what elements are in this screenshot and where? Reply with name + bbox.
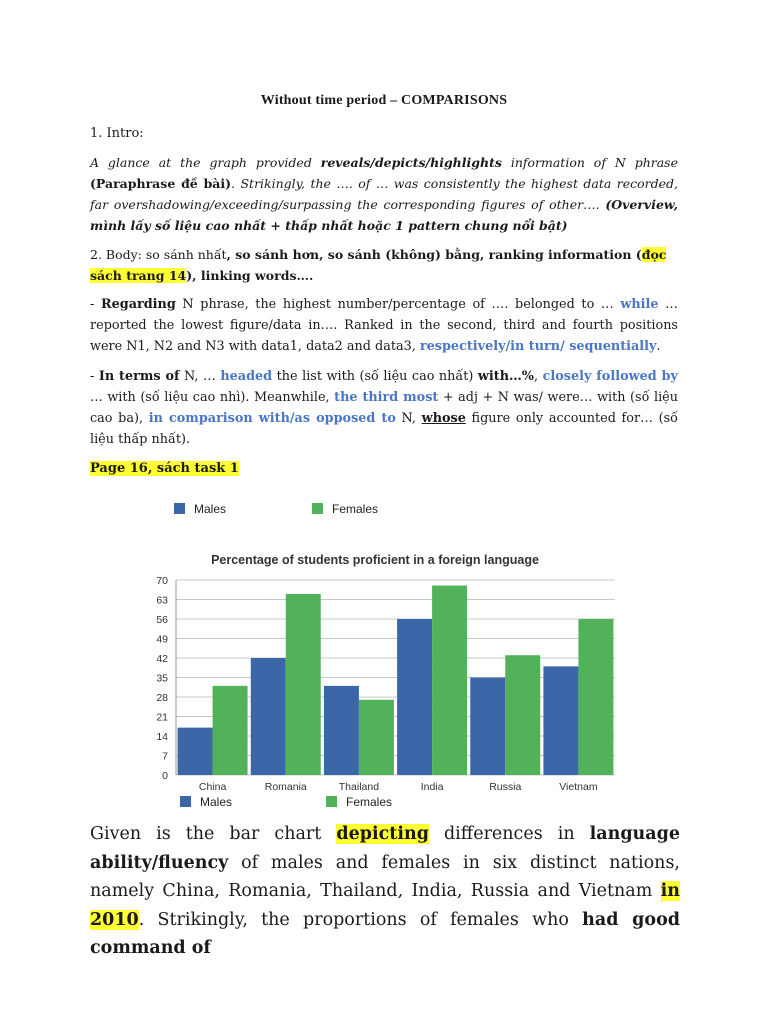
bar-males-russia — [470, 678, 505, 776]
text: … with (số liệu cao nhì). Meanwhile, — [90, 390, 335, 405]
page-reference — [90, 458, 678, 479]
keyword-headed: headed — [220, 369, 273, 384]
text: of males and females in six distinct nations, namely China, Romania, Thailand, India, Russia and Vietnam — [90, 852, 680, 901]
page-title: Without time period – COMPARISONS — [260, 93, 508, 108]
bar-females-russia — [505, 655, 540, 775]
legend-label-males: Males — [200, 795, 233, 809]
y-tick-label: 0 — [162, 770, 168, 782]
legend-top — [174, 502, 378, 516]
y-tick-label: 21 — [156, 711, 168, 724]
keyword-whose: whose — [421, 411, 466, 426]
legend-swatch-females — [312, 503, 323, 514]
x-tick-label: Thailand — [338, 781, 380, 793]
legend-swatch-males — [180, 796, 191, 807]
bar-males-india — [397, 619, 432, 775]
intro-paraphrase-note: (Paraphrase đề bài) — [90, 176, 232, 191]
x-tick-label: Russia — [489, 781, 522, 793]
legend-bottom — [180, 795, 392, 809]
y-tick-label: 63 — [156, 594, 168, 607]
y-tick-label: 35 — [156, 672, 168, 685]
text: . Strikingly, the proportions of females who — [138, 909, 583, 930]
bar-females-vietnam — [578, 619, 613, 775]
y-tick-label: 49 — [156, 633, 168, 646]
chart-title: Percentage of students proficient in a foreign language — [211, 553, 539, 567]
y-tick-label: 56 — [156, 614, 168, 626]
intro-text: . Strikingly, the …. of … was consistently the highest data recorded, far overshadowing/exceeding/surpassing the corresponding figures of other…. — [90, 176, 678, 212]
x-tick-label: India — [420, 781, 444, 793]
keyword-respectively: respectively/in turn/ sequentially — [419, 339, 657, 354]
text: + adj + N was/ were… with (số liệu cao ba), — [90, 390, 678, 426]
text: - — [90, 297, 101, 312]
legend-label-males: Males — [194, 502, 227, 516]
x-tick-label: China — [198, 781, 227, 793]
keyword-closely-followed-by: closely followed by — [542, 369, 678, 384]
body-heading-text: ), linking words…. — [186, 268, 314, 283]
keyword-in-terms-of: In terms of — [98, 369, 180, 384]
x-tick-label: Romania — [264, 781, 307, 793]
text: - — [90, 369, 99, 384]
intro-text: A glance at the graph provided — [90, 155, 321, 170]
bar-chart-svg — [140, 492, 622, 812]
keyword-language-ability: language ability/fluency — [90, 824, 680, 873]
text: figure only accounted for… (số liệu thấp nhất). — [90, 411, 678, 447]
text: the list with (số liệu cao nhất) — [272, 369, 478, 384]
text: differences in — [428, 824, 590, 844]
legend-label-females: Females — [332, 502, 379, 516]
body-heading-highlight: đọc sách trang 14 — [90, 247, 667, 283]
x-axis-labels — [199, 781, 598, 793]
text: … reported the lowest figure/data in…. Ranked in the second, third and fourth positions were N1, N2 and N3 with data1, data2 and data3, — [90, 297, 678, 354]
bar-females-romania — [286, 594, 321, 775]
y-tick-label: 28 — [156, 692, 168, 704]
bar-chart — [140, 492, 622, 812]
text: N, … — [179, 369, 221, 384]
y-tick-label: 70 — [156, 575, 168, 587]
keyword-with-percent: with…% — [477, 369, 534, 384]
intro-paragraph — [90, 152, 678, 236]
bar-males-china — [178, 728, 213, 775]
intro-heading: 1. Intro: — [90, 126, 144, 141]
body-paragraph-regarding — [90, 294, 678, 357]
body-heading-text: 2. Body: so sánh nhất — [90, 247, 227, 262]
page-reference-text: Page 16, sách task 1 — [90, 461, 239, 476]
bars-layer — [178, 586, 614, 775]
text: , — [533, 369, 543, 384]
keyword-while: while — [620, 297, 659, 312]
bar-males-romania — [251, 658, 286, 775]
bar-females-thailand — [359, 700, 394, 775]
legend-label-females: Females — [346, 795, 393, 809]
highlight-depicting: depicting — [336, 824, 429, 844]
y-tick-label: 14 — [156, 731, 168, 743]
bar-males-thailand — [324, 686, 359, 775]
intro-overview-note: (Overview, mình lấy số liệu cao nhất + thấp nhất hoặc 1 pattern chung nổi bật) — [90, 197, 678, 233]
keyword-good-command: had good command of — [90, 909, 680, 958]
text: N phrase, the highest number/percentage of …. belonged to … — [175, 297, 621, 312]
y-tick-label: 7 — [162, 750, 168, 763]
keyword-third-most: the third most — [334, 390, 439, 405]
text: Given is the bar chart — [90, 824, 337, 844]
body-heading — [90, 244, 678, 286]
x-tick-label: Vietnam — [559, 781, 598, 793]
intro-verbs: reveals/depicts/highlights — [320, 155, 502, 170]
bar-females-china — [213, 686, 248, 775]
keyword-in-comparison: in comparison with/as opposed to — [148, 411, 396, 426]
highlight-in-2010: in 2010 — [90, 881, 680, 930]
body-heading-text: , so sánh hơn, so sánh (không) bằng, ranking information ( — [226, 247, 642, 262]
keyword-regarding: Regarding — [100, 297, 176, 312]
intro-text: information of N phrase — [501, 155, 678, 170]
text: N, — [395, 411, 422, 426]
given-paragraph — [90, 820, 680, 963]
text: . — [656, 339, 661, 354]
legend-swatch-females — [326, 796, 337, 807]
bar-males-vietnam — [543, 666, 578, 775]
legend-swatch-males — [174, 503, 185, 514]
y-tick-label: 42 — [156, 653, 168, 665]
body-paragraph-interms — [90, 366, 678, 450]
bar-females-india — [432, 586, 467, 775]
